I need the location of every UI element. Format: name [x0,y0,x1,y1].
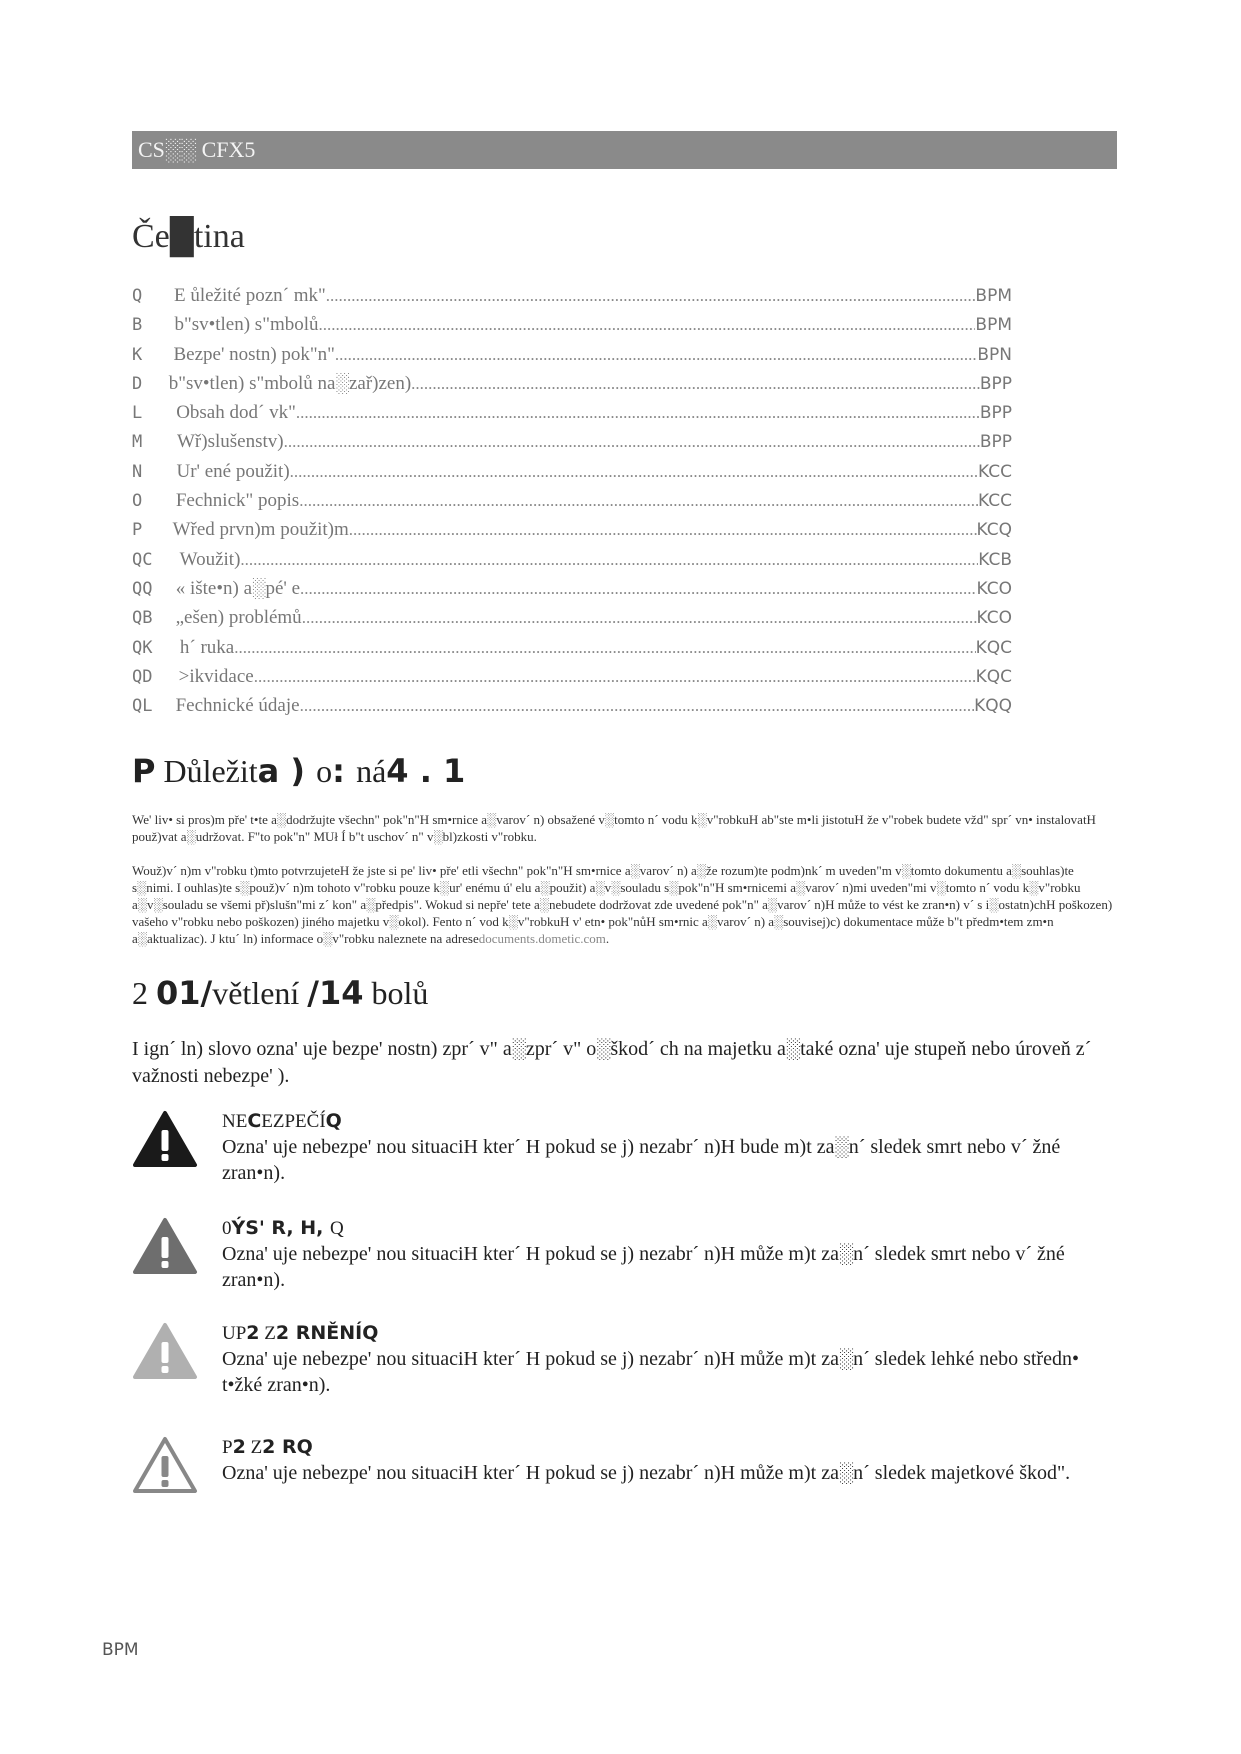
section-1-title-part: a ) [257,752,317,790]
toc-entry-title: « ište•n) a░pé' e [175,577,301,599]
toc-entry-title: h´ ruka [179,636,235,658]
toc-entry-number: QK [132,637,153,658]
signal-word [222,1110,342,1133]
toc-entry-title: b"sv•tlen) s"mbolů [174,314,319,336]
toc-entry-title: Bezpe' nostn) pok"n" [173,343,335,365]
section-1-title [132,752,465,790]
section-1-paragraph-1: We' liv• si pros)m pře' t•te a░dodržujte všechn" pok"n"H sm•rnice a░varov´ n) obsažené v░tomto n´ vodu k░v"robkuH ab"ste m•li jistotuH že v"robek budete vžd" spr´ vn• instalovatH použ)vat a░udržovat. F"to pok"n" MUł Í b"t uschov´ n" v░bl)zkosti v"robku. [132,812,1096,844]
toc-entry-page: BPP [979,432,1012,453]
hazard-description: Ozna' uje nebezpe' nou situaciH kter´ H pokud se j) nezabr´ n)H může m)t za░n´ sledek smrt nebo v´ žné zran•n). [222,1243,1065,1291]
signal-word-part: 2 [232,1436,246,1458]
signal-word-part: C [247,1110,262,1132]
section-1-title-part: 4 . 1 [386,752,466,790]
hazard-description: Ozna' uje nebezpe' nou situaciH kter´ H pokud se j) nezabr´ n)H může m)t za░n´ sledek majetkové škod". [222,1462,1071,1484]
toc-leader-dots [290,462,978,482]
toc-entry-title: Wř)slušenstv) [176,431,284,453]
toc-leader-dots [335,345,977,365]
toc-leader-dots [326,286,976,306]
toc-entry[interactable] [132,373,1012,402]
toc-leader-dots [234,638,975,658]
signal-word-part: Z [259,1323,276,1344]
warning-triangle-icon [132,1110,198,1168]
toc-leader-dots [302,608,977,628]
toc-entry-page: KCB [978,549,1012,570]
toc-entry-page: KCO [976,578,1012,599]
toc-leader-dots [300,579,977,599]
toc-leader-dots [284,432,980,452]
signal-word-part: EZPEČÍ [261,1111,326,1132]
toc-entry-number: K [132,344,143,365]
toc-leader-dots [254,667,976,687]
toc-entry-page: KCQ [976,520,1012,541]
toc-entry-number: QC [132,549,153,570]
signal-word [222,1436,313,1459]
signal-word [222,1322,378,1345]
toc-entry-number: N [132,461,143,482]
toc-entry-page: BPP [979,403,1012,424]
toc-entry-page: KQC [975,637,1012,658]
signal-word-part: 0 [222,1218,232,1239]
toc-entry[interactable] [132,285,1012,314]
signal-word-part: NE [222,1111,248,1132]
toc-entry[interactable] [132,402,1012,431]
signal-word-part: UP [222,1323,247,1344]
section-1-title-part: Důležit [163,753,258,789]
toc-entry[interactable] [132,461,1012,490]
toc-entry-number: P [132,520,143,541]
toc-entry-title: Obsah dod´ vk" [176,402,296,424]
section-2-title-part: /14 [307,974,364,1012]
toc-entry-number: O [132,491,143,512]
language-title: Če█tina [132,218,245,255]
toc-entry-number: Q [132,286,143,306]
section-2-title [132,974,428,1012]
toc-entry-page: KCC [978,491,1012,512]
toc-entry-page: BPM [975,315,1012,336]
toc-entry-page: BPN [977,344,1012,365]
signal-word-part: 2 [246,1322,260,1344]
toc-entry-number: QL [132,696,153,717]
signal-word-part: 2 RQ [262,1436,313,1458]
signal-word-intro: I ign´ ln) slovo ozna' uje bezpe' nostn) zpr´ v" a░zpr´ v" o░škod´ ch na majetku a░také ozna' uje stupeň nebo úroveň z´ važnosti nebezpe' ). [132,1038,1092,1087]
toc-leader-dots [296,403,980,423]
toc-leader-dots [299,491,978,511]
toc-entry-number: B [132,315,143,336]
hazard-description: Ozna' uje nebezpe' nou situaciH kter´ H pokud se j) nezabr´ n)H může m)t za░n´ sledek lehké nebo středn• t•žké zran•n). [222,1348,1079,1396]
hazard-message [132,1217,1117,1307]
toc-entry-number: L [132,403,143,424]
signal-word-part: Q [325,1110,342,1132]
signal-word-part: ÝS' R, H, [231,1217,330,1239]
hazard-message [132,1436,1117,1526]
toc-leader-dots [411,374,980,394]
warning-triangle-icon [132,1436,198,1494]
toc-leader-dots [319,315,976,335]
toc-entry-title: „ešen) problémů [175,607,302,629]
toc-entry-title: b"sv•tlen) s"mbolů na░zař)zen) [168,372,412,394]
toc-entry[interactable] [132,490,1012,519]
toc-entry-page: KQC [975,666,1012,687]
section-1-title-part: o [316,753,333,789]
section-1-paragraph-2-end: . [605,931,610,946]
toc-entry[interactable] [132,549,1012,578]
signal-word [222,1217,344,1240]
section-1-paragraph-2 [132,862,1117,947]
toc-entry-number: D [132,373,143,394]
toc-entry-title: >ikvidace [178,665,254,687]
toc-entry-title: Woužit) [179,548,241,570]
toc-entry-page: KCO [976,608,1012,629]
toc-leader-dots [300,696,975,716]
toc-entry-page: KCC [978,461,1012,482]
warning-triangle-icon [132,1217,198,1275]
toc-entry-title: Fechnick" popis [175,490,300,512]
section-1-paragraph-2-text: Wouž)v´ n)m v"robku t)mto potvrzujeteH že jste si pe' liv• pře' etli všechn" pok"n"H sm•rnice a░varov´ n) a░že rozum)te podm)nk´ m uveden"m v░tomto dokumentu a░souhlas)te s░nimi. I ouhlas)te s░použ)v´ n)m tohoto v"robku pouze k░ur' enému ú' elu a░použit) a░v░souladu s░pok"n"H sm•rnicemi a░varov´ n)mi uveden"mi v░tomto n´ vodu k░v"robku a░v░souladu se všemi př)slušn"mi z´ kon" a░předpis". Wokud si nepře' tete a░nebudete dodržovat zde uvedené pok"n" a░varov´ n)H může to vést ke zran•n) v´ s i░ostatn)chH poškozen) vašeho v"robku nebo poškozen) jiného majetku v░okol). Fento n´ vod k░v"robkuH v' etn• pok"nůH sm•rnic a░varov´ n) a░souvisej)c) dokumentace může b"t předm•tem zm•n a░aktualizac). J ktu´ ln) informace o░v"robku naleznete na adrese [132,863,1113,946]
header-bar [132,131,1117,169]
toc-entry-number: QB [132,608,153,629]
section-2-number: 2 [132,975,156,1011]
toc-entry-title: E ůležité pozn´ mk" [173,285,326,306]
toc-entry[interactable] [132,695,1012,724]
hazard-message [132,1322,1117,1412]
toc-leader-dots [240,550,978,570]
toc-entry-page: BPM [975,286,1012,306]
toc-entry-number: QD [132,666,153,687]
toc-entry-title: Wřed prvn)m použit)m [172,519,349,541]
warning-triangle-icon [132,1322,198,1380]
page-number: BPM [102,1640,139,1660]
signal-word-part: Q [329,1218,344,1239]
toc-entry-number: M [132,432,143,453]
section-1-number: P [132,752,156,790]
toc-entry[interactable] [132,314,1012,343]
documents-link[interactable]: documents.dometic.com [478,931,606,946]
toc-entry-title: Ur' ené použit) [176,460,290,482]
toc-entry[interactable] [132,578,1012,607]
section-2-title-part: větlení [212,975,308,1011]
signal-word-part: P [222,1437,233,1458]
signal-word-part: Z [245,1437,263,1458]
toc-entry-page: KQQ [974,696,1012,717]
section-2-title-part: 01/ [156,974,213,1012]
toc-entry[interactable] [132,637,1012,666]
toc-entry[interactable] [132,431,1012,460]
section-1-title-part: ná [356,753,387,789]
toc-entry[interactable] [132,519,1012,548]
toc-leader-dots [349,520,977,540]
toc-entry[interactable] [132,344,1012,373]
section-1-title-part: : [332,752,357,790]
toc-entry-title: Fechnické údaje [175,695,300,717]
hazard-message [132,1110,1117,1200]
section-2-title-part: bolů [363,975,429,1011]
toc-entry[interactable] [132,666,1012,695]
hazard-description: Ozna' uje nebezpe' nou situaciH kter´ H pokud se j) nezabr´ n)H bude m)t za░n´ sledek smrt nebo v´ žné zran•n). [222,1136,1061,1184]
table-of-contents [132,285,1012,724]
toc-entry-page: BPP [979,373,1012,394]
toc-entry-number: QQ [132,578,153,599]
header-label: CS░░ CFX5 [138,137,256,162]
signal-word-part: 2 RNĚNÍQ [275,1322,379,1344]
toc-entry[interactable] [132,607,1012,636]
